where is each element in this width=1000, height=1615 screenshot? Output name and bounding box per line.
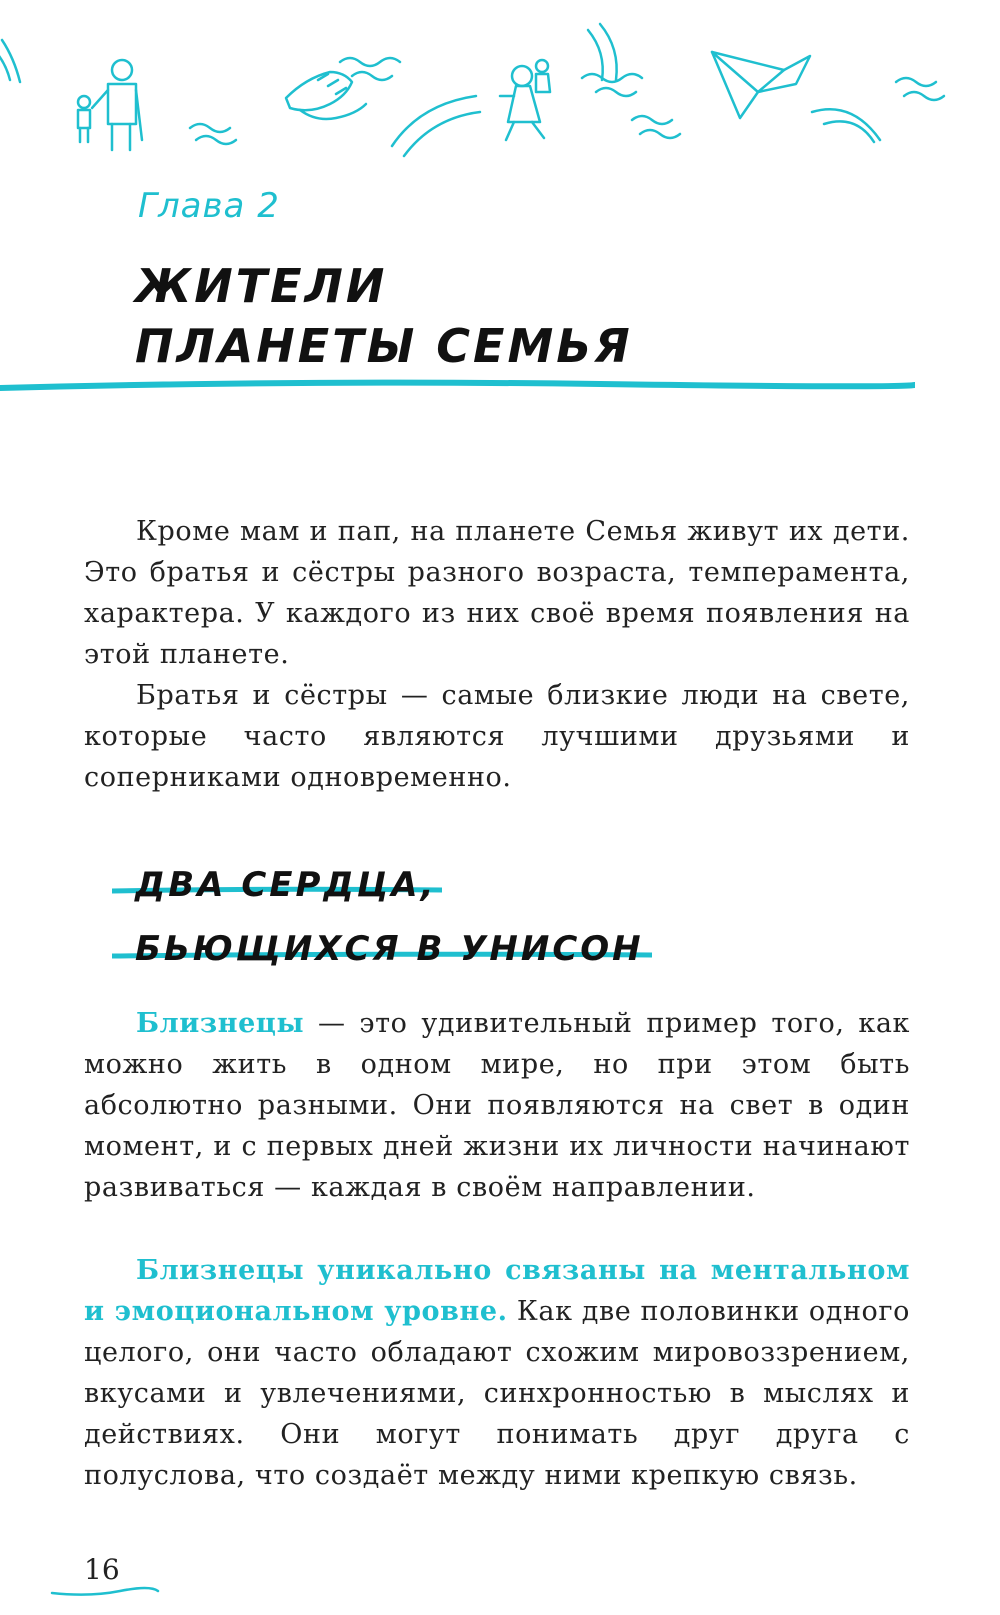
wave-icon [896,78,944,100]
page-number: 16 [84,1553,120,1586]
section-title-line: ДВА СЕРДЦА, [135,865,437,905]
section-paragraph [84,1003,910,1208]
intro-paragraph: Братья и сёстры — самые близкие люди на свете, которые часто являются лучшими друзьями и соперниками одновременно. [84,680,910,793]
arc-icon [392,96,480,156]
wave-icon [340,58,400,80]
section-paragraph [84,1250,910,1496]
paragraph-text: — это удивительный пример того, как можно жить в одном мире, но при этом быть абсолютно разными. Они появляются на свет в один момент, и с первых дней жизни их личности начинают развиваться — каждая в своём направлении. [84,1008,910,1203]
chapter-label: Глава 2 [138,186,280,226]
intro-paragraph: Кроме мам и пап, на планете Семья живут их дети. Это братья и сёстры разного возраста, темперамента, характера. У каждого из них своё время появления на этой планете. [84,516,910,670]
paper-bird-icon [712,52,810,118]
wave-icon [582,74,642,96]
arc-icon [588,24,617,80]
arc-icon [812,109,880,142]
wave-icon [632,116,680,138]
mother-and-child-icon [500,60,550,140]
chapter-title-line: ЖИТЕЛИ [135,259,388,313]
clasped-hands-icon [286,72,366,119]
father-and-child-icon [78,60,142,150]
page-number-swash [50,1585,160,1599]
paragraph-text: Как две половинки одного целого, они часто обладают схожим мировоззрением, вкусами и увлечениями, синхронностью в мыслях и действиях. Они могут понимать друг друга с полуслова, что создаёт между ними крепкую связь. [84,1296,910,1491]
section-title [135,853,644,981]
highlight-term: Близнецы [136,1008,305,1039]
chapter-title-underline [0,376,915,398]
section-title-line: БЬЮЩИХСЯ В УНИСОН [135,929,644,969]
doodle-header-band [0,0,1000,180]
chapter-title-line: ПЛАНЕТЫ СЕМЬЯ [135,319,633,373]
wave-icon [190,124,236,144]
highlight-sentence: Близнецы уникально связаны на ментальном и эмоциональном уровне. [84,1255,910,1327]
arc-icon [0,40,20,82]
chapter-title [135,256,633,376]
